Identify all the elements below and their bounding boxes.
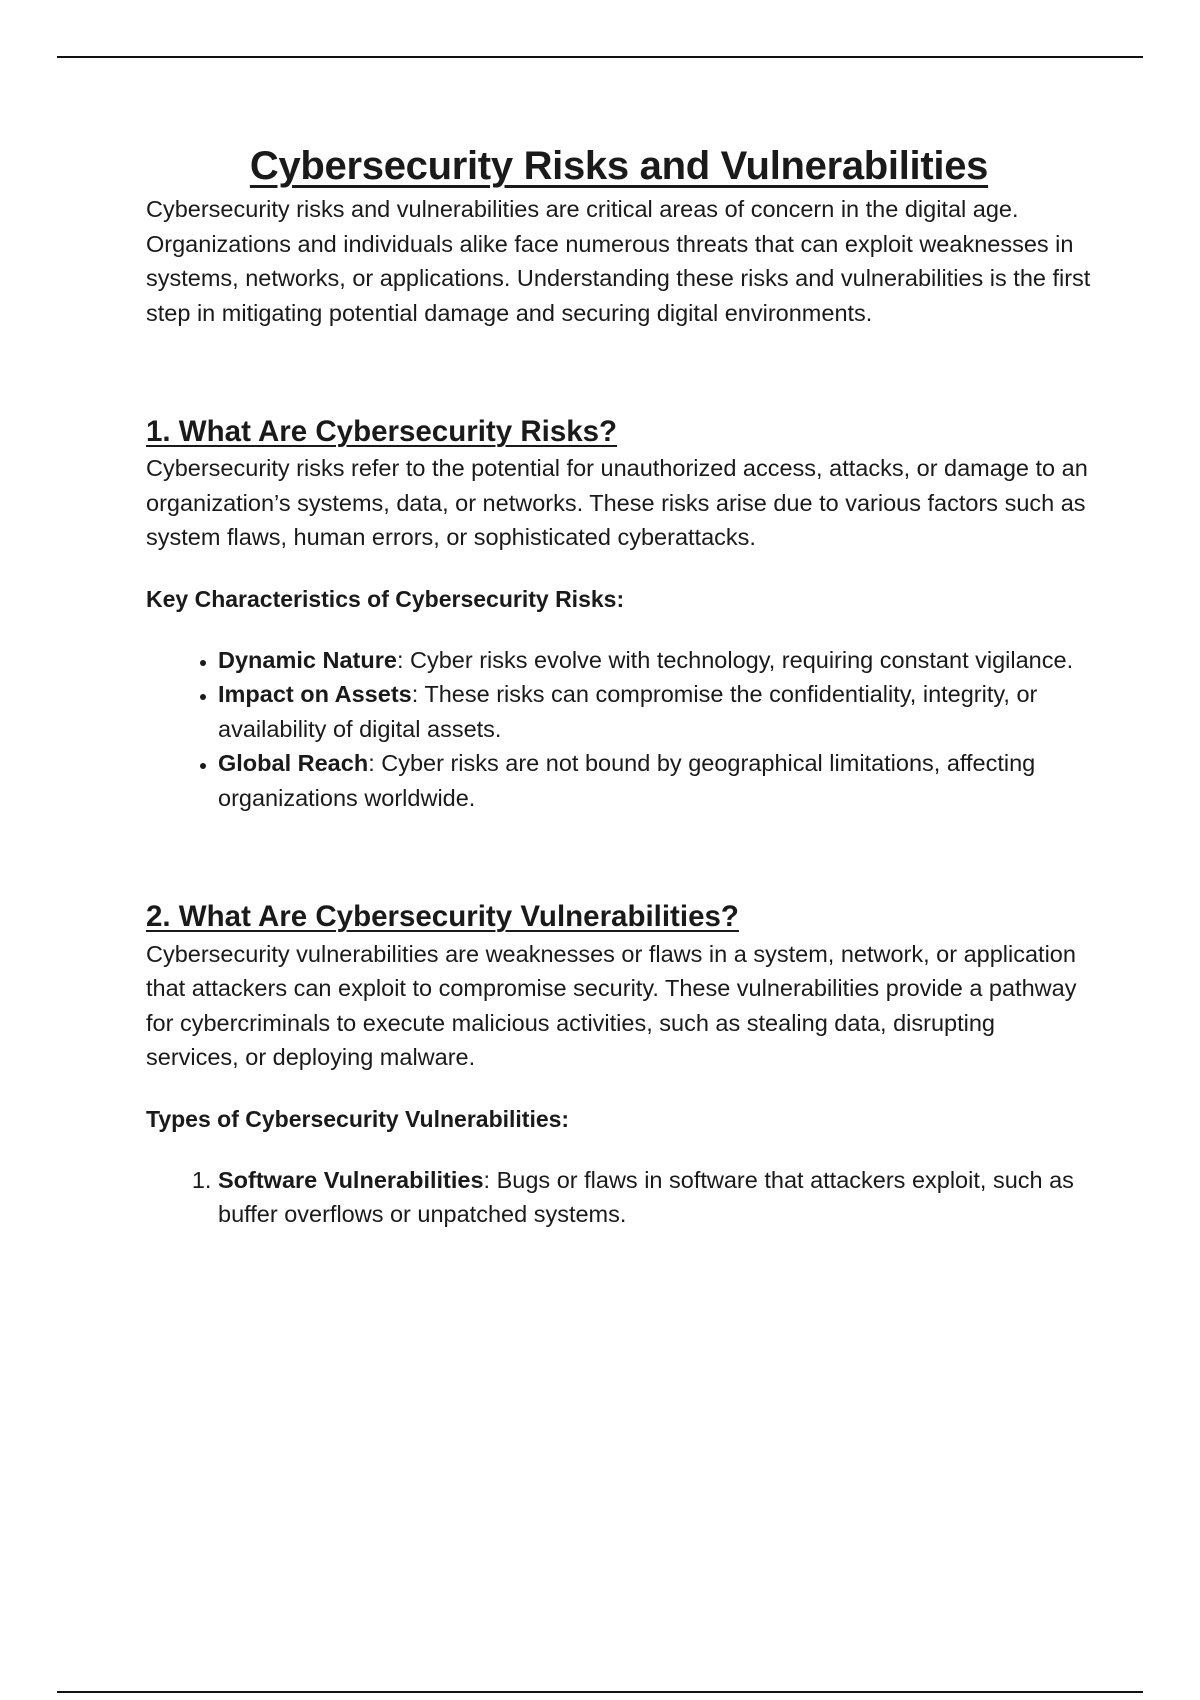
- risk-characteristics-list: [146, 643, 1092, 816]
- header-rule: [57, 56, 1143, 58]
- section-1-heading: 1. What Are Cybersecurity Risks?: [146, 415, 618, 448]
- section-1-paragraph: Cybersecurity risks refer to the potential for unauthorized access, attacks, or damage to an organization’s systems, data, or networks. These risks arise due to various factors such as system flaws, human errors, or sophisticated cyberattacks.: [146, 455, 1088, 551]
- list-item-term: Impact on Assets: [218, 681, 412, 708]
- list-item-text: : Bugs or flaws in software that attackers exploit, such as buffer overflows or unpatched systems.: [218, 1166, 1074, 1228]
- list-item: [218, 746, 1092, 815]
- list-item-term: Software Vulnerabilities: [218, 1166, 484, 1193]
- list-item: [218, 677, 1092, 746]
- section-2-subheading: Types of Cybersecurity Vulnerabilities:: [146, 1105, 570, 1132]
- document-title: Cybersecurity Risks and Vulnerabilities: [249, 144, 989, 188]
- section-2-paragraph: Cybersecurity vulnerabilities are weaknesses or flaws in a system, network, or application that attackers can exploit to compromise security. These vulnerabilities provide a pathway for cybercriminals to execute malicious activities, such as stealing data, disrupting services, or deploying malware.: [146, 940, 1077, 1071]
- vulnerability-types-list: [146, 1163, 1092, 1232]
- list-item-text: : Cyber risks are not bound by geographical limitations, affecting organizations worldwide.: [218, 750, 1036, 811]
- section-2-heading: 2. What Are Cybersecurity Vulnerabilities?: [146, 900, 739, 934]
- section-1-subheading: Key Characteristics of Cybersecurity Risks:: [146, 585, 625, 612]
- list-item: [218, 1163, 1092, 1232]
- document-body: [146, 140, 1092, 1232]
- list-item-text: : Cyber risks evolve with technology, requiring constant vigilance.: [396, 646, 1074, 673]
- list-item-term: Global Reach: [218, 750, 369, 777]
- list-item-term: Dynamic Nature: [218, 646, 397, 673]
- intro-paragraph: Cybersecurity risks and vulnerabilities are critical areas of concern in the digital age. Organizations and individuals alike face numerous threats that can exploit weaknesses in systems, networks, or applications. Understanding these risks and vulnerabilities is the first step in mitigating potential damage and securing digital environments.: [146, 196, 1091, 326]
- footer-rule: [57, 1691, 1143, 1693]
- list-item-text: : These risks can compromise the confidentiality, integrity, or availability of digital assets.: [218, 681, 1038, 742]
- list-item: [218, 643, 1092, 678]
